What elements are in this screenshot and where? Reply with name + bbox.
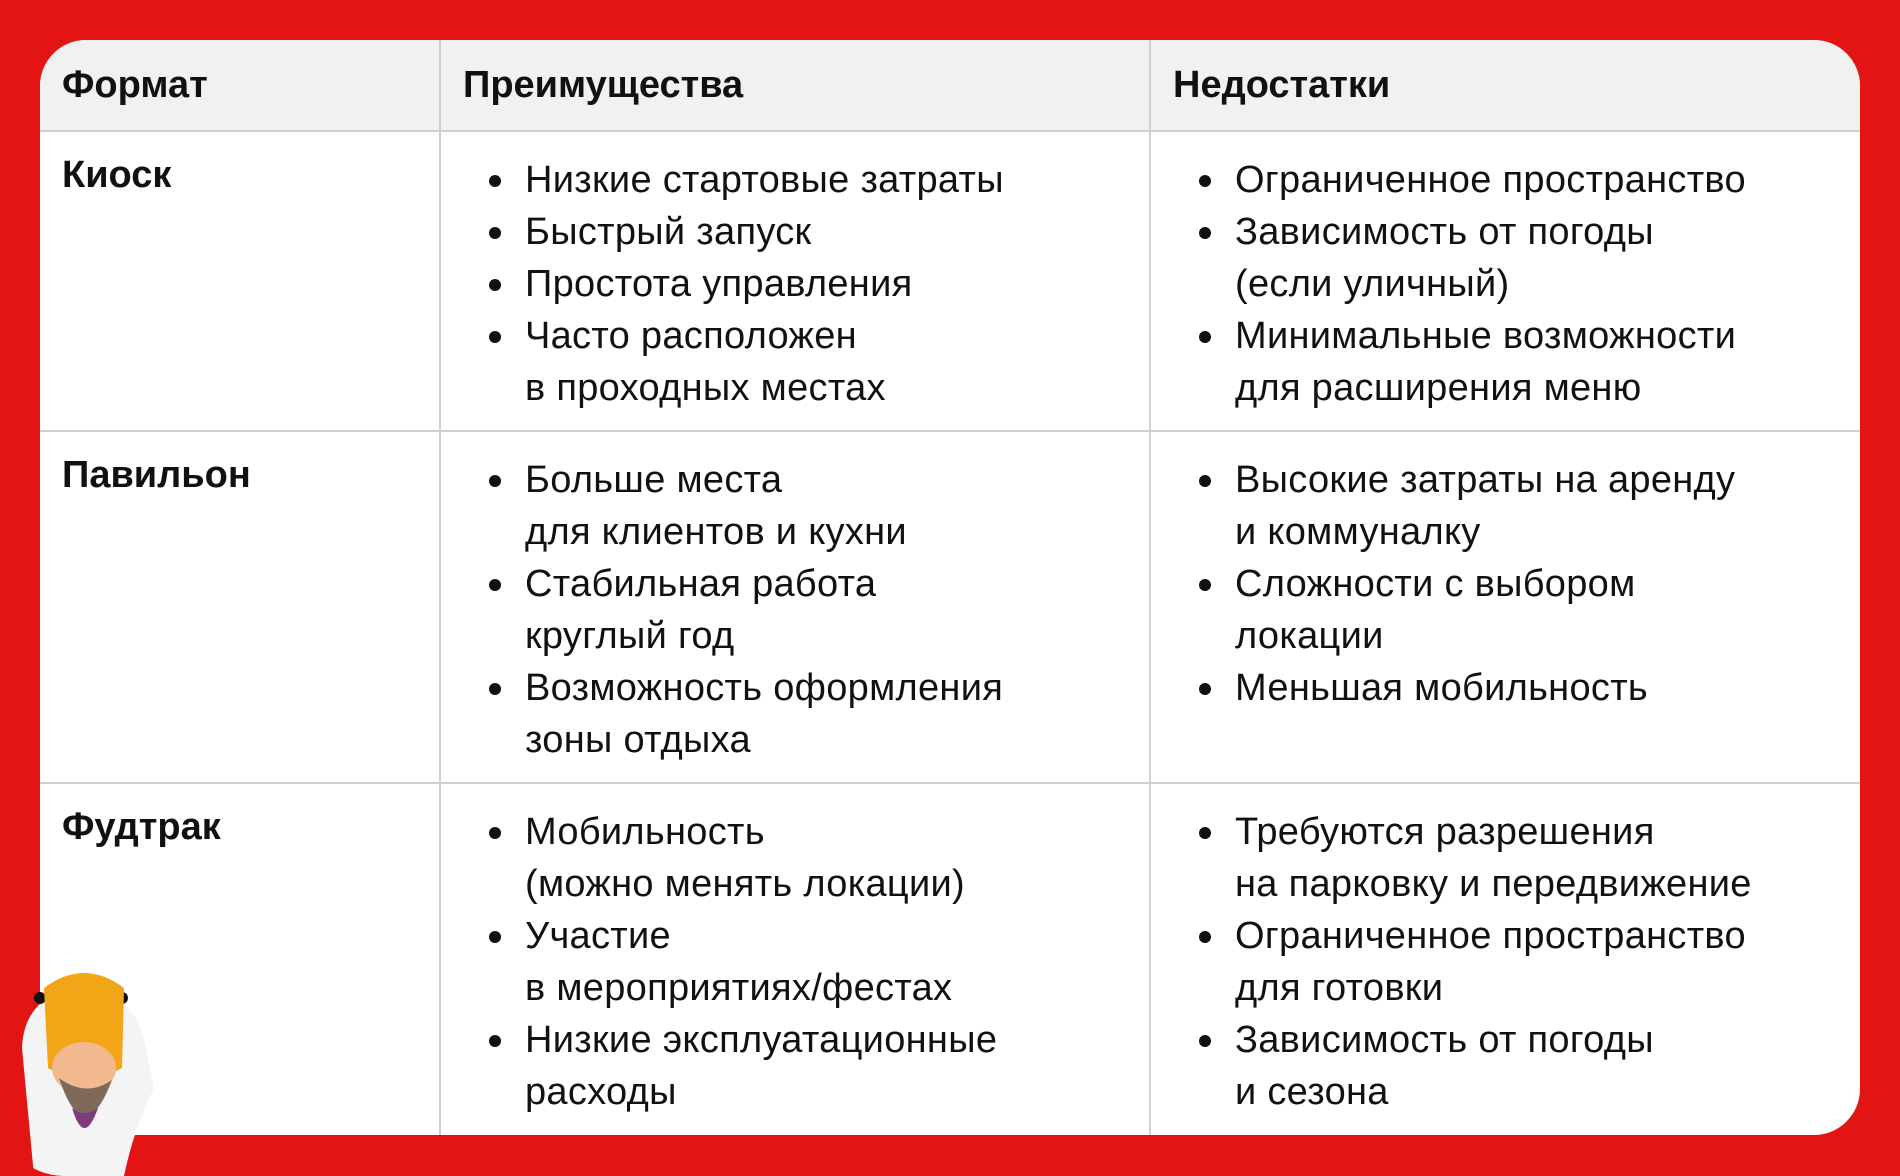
- list-item-line: Простота управления: [525, 263, 913, 305]
- list-item-line: (можно менять локации): [525, 863, 965, 905]
- pros-list: [481, 154, 1129, 414]
- list-item: [1235, 154, 1840, 206]
- list-item-line: Ограниченное пространство: [1235, 159, 1746, 201]
- format-cell: Киоск: [40, 131, 440, 431]
- list-item-line: Меньшая мобильность: [1235, 667, 1648, 709]
- list-item-line: в мероприятиях/фестах: [525, 967, 953, 1009]
- cons-list: [1191, 806, 1840, 1118]
- list-item-line: (если уличный): [1235, 263, 1510, 305]
- list-item: [525, 310, 1129, 414]
- list-item: [1235, 1014, 1840, 1118]
- list-item-line: Низкие эксплуатационные: [525, 1019, 998, 1061]
- list-item-line: Сложности с выбором: [1235, 563, 1636, 605]
- list-item-line: Больше места: [525, 459, 783, 501]
- cons-cell: [1150, 131, 1860, 431]
- list-item-line: зоны отдыха: [525, 719, 751, 761]
- cons-list: [1191, 454, 1840, 714]
- list-item-line: локации: [1235, 615, 1384, 657]
- pros-list: [481, 454, 1129, 766]
- list-item-line: для клиентов и кухни: [525, 511, 907, 553]
- format-cell: Фудтрак: [40, 783, 440, 1135]
- list-item: [525, 910, 1129, 1014]
- list-item-line: Возможность оформления: [525, 667, 1004, 709]
- list-item: [525, 206, 1129, 258]
- pros-cell: [440, 783, 1150, 1135]
- list-item-line: и сезона: [1235, 1071, 1389, 1113]
- list-item-line: Участие: [525, 915, 671, 957]
- cons-list: [1191, 154, 1840, 414]
- comparison-card: [40, 40, 1860, 1135]
- table-row: [40, 131, 1860, 431]
- list-item: [525, 1014, 1129, 1118]
- list-item-line: Ограниченное пространство: [1235, 915, 1746, 957]
- pros-list: [481, 806, 1129, 1118]
- list-item: [525, 558, 1129, 662]
- format-cell: Павильон: [40, 431, 440, 783]
- list-item-line: Зависимость от погоды: [1235, 1019, 1654, 1061]
- list-item-line: на парковку и передвижение: [1235, 863, 1752, 905]
- table-header-row: [40, 40, 1860, 131]
- list-item-line: для расширения меню: [1235, 367, 1642, 409]
- list-item-line: Низкие стартовые затраты: [525, 159, 1004, 201]
- pros-cell: [440, 131, 1150, 431]
- list-item: [1235, 662, 1840, 714]
- list-item: [1235, 910, 1840, 1014]
- format-comparison-table: [40, 40, 1860, 1135]
- goose-mascot-icon: [14, 958, 154, 1176]
- list-item: [1235, 558, 1840, 662]
- list-item-line: Мобильность: [525, 811, 765, 853]
- list-item-line: круглый год: [525, 615, 735, 657]
- pros-cell: [440, 431, 1150, 783]
- list-item-line: Минимальные возможности: [1235, 315, 1737, 357]
- list-item-line: для готовки: [1235, 967, 1444, 1009]
- list-item-line: Зависимость от погоды: [1235, 211, 1654, 253]
- list-item-line: Стабильная работа: [525, 563, 877, 605]
- list-item: [1235, 206, 1840, 310]
- table-row: [40, 431, 1860, 783]
- list-item: [525, 806, 1129, 910]
- header-format: Формат: [40, 40, 440, 131]
- list-item-line: и коммуналку: [1235, 511, 1481, 553]
- cons-cell: [1150, 431, 1860, 783]
- list-item: [525, 258, 1129, 310]
- list-item: [525, 154, 1129, 206]
- list-item-line: Быстрый запуск: [525, 211, 812, 253]
- header-pros: Преимущества: [440, 40, 1150, 131]
- list-item: [525, 454, 1129, 558]
- list-item: [1235, 454, 1840, 558]
- table-row: [40, 783, 1860, 1135]
- list-item-line: Часто расположен: [525, 315, 857, 357]
- list-item: [1235, 310, 1840, 414]
- header-cons: Недостатки: [1150, 40, 1860, 131]
- list-item-line: Требуются разрешения: [1235, 811, 1655, 853]
- list-item-line: расходы: [525, 1071, 677, 1113]
- list-item: [525, 662, 1129, 766]
- cons-cell: [1150, 783, 1860, 1135]
- list-item: [1235, 806, 1840, 910]
- list-item-line: в проходных местах: [525, 367, 886, 409]
- list-item-line: Высокие затраты на аренду: [1235, 459, 1736, 501]
